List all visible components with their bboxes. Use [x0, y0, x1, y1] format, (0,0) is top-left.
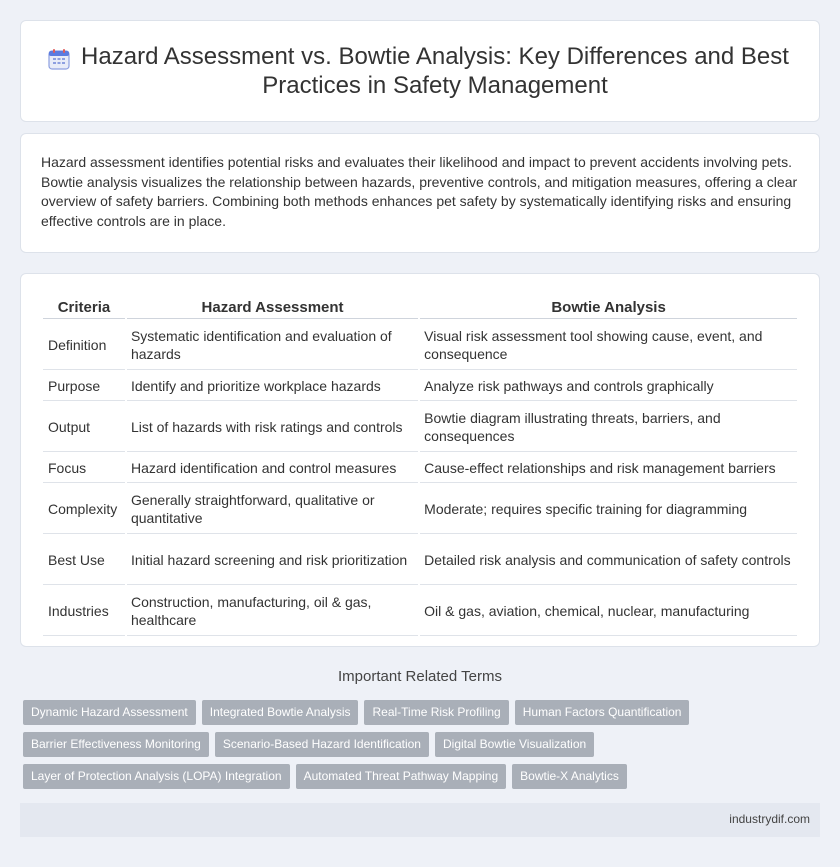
criteria-cell: Focus: [43, 454, 125, 483]
header-card: [20, 20, 820, 122]
table-row: [43, 403, 797, 452]
hazard-cell: Generally straightforward, qualitative or quantitative: [127, 485, 418, 534]
header-criteria: Criteria: [43, 296, 125, 319]
comparison-table-card: [20, 273, 820, 647]
table-row: [43, 536, 797, 585]
table-header-row: [43, 296, 797, 319]
related-term-tag[interactable]: Human Factors Quantification: [515, 700, 690, 725]
table-row: [43, 454, 797, 483]
intro-card: [20, 133, 820, 253]
page-title: Hazard Assessment vs. Bowtie Analysis: Key Differences and Best Practices in Safety Management: [81, 43, 789, 99]
related-term-tag[interactable]: Real-Time Risk Profiling: [364, 700, 508, 725]
hazard-cell: Construction, manufacturing, oil & gas, healthcare: [127, 587, 418, 636]
table-row: [43, 587, 797, 636]
criteria-cell: Definition: [43, 321, 125, 370]
bowtie-cell: Bowtie diagram illustrating threats, barriers, and consequences: [420, 403, 797, 452]
bowtie-cell: Moderate; requires specific training for diagramming: [420, 485, 797, 534]
related-term-tag[interactable]: Scenario-Based Hazard Identification: [215, 732, 429, 757]
criteria-cell: Purpose: [43, 372, 125, 401]
hazard-cell: Identify and prioritize workplace hazards: [127, 372, 418, 401]
table-row: [43, 485, 797, 534]
bowtie-cell: Visual risk assessment tool showing cause, event, and consequence: [420, 321, 797, 370]
criteria-cell: Best Use: [43, 536, 125, 585]
related-term-tag[interactable]: Integrated Bowtie Analysis: [202, 700, 359, 725]
footer: [20, 803, 820, 837]
hazard-cell: Initial hazard screening and risk prioritization: [127, 536, 418, 585]
hazard-cell: Hazard identification and control measures: [127, 454, 418, 483]
table-row: [43, 321, 797, 370]
bowtie-cell: Detailed risk analysis and communication of safety controls: [420, 536, 797, 585]
bowtie-cell: Oil & gas, aviation, chemical, nuclear, manufacturing: [420, 587, 797, 636]
related-term-tag[interactable]: Layer of Protection Analysis (LOPA) Integration: [23, 764, 290, 789]
related-term-tag[interactable]: Dynamic Hazard Assessment: [23, 700, 196, 725]
criteria-cell: Output: [43, 403, 125, 452]
related-term-tag[interactable]: Automated Threat Pathway Mapping: [296, 764, 507, 789]
footer-site-link[interactable]: industrydif.com: [729, 812, 810, 826]
header-bowtie-analysis: Bowtie Analysis: [420, 296, 797, 319]
hazard-cell: List of hazards with risk ratings and controls: [127, 403, 418, 452]
related-term-tag[interactable]: Digital Bowtie Visualization: [435, 732, 594, 757]
related-term-tag[interactable]: Barrier Effectiveness Monitoring: [23, 732, 209, 757]
intro-text: Hazard assessment identifies potential risks and evaluates their likelihood and impact to prevent accidents involving pets. Bowtie analysis visualizes the relationship between hazards, preventive controls, and mitigation measures, offering a clear overview of safety barriers. Combining both methods enhances pet safety by systematically identifying risks and ensuring effective controls are in place.: [41, 154, 798, 229]
related-term-tag[interactable]: Bowtie-X Analytics: [512, 764, 627, 789]
header-hazard-assessment: Hazard Assessment: [127, 296, 418, 319]
criteria-cell: Industries: [43, 587, 125, 636]
criteria-cell: Complexity: [43, 485, 125, 534]
bowtie-cell: Cause-effect relationships and risk management barriers: [420, 454, 797, 483]
hazard-cell: Systematic identification and evaluation of hazards: [127, 321, 418, 370]
comparison-table: [41, 294, 799, 638]
table-row: [43, 372, 797, 401]
bowtie-cell: Analyze risk pathways and controls graphically: [420, 372, 797, 401]
related-terms-tags: [23, 700, 803, 796]
related-terms-title: Important Related Terms: [338, 668, 502, 685]
